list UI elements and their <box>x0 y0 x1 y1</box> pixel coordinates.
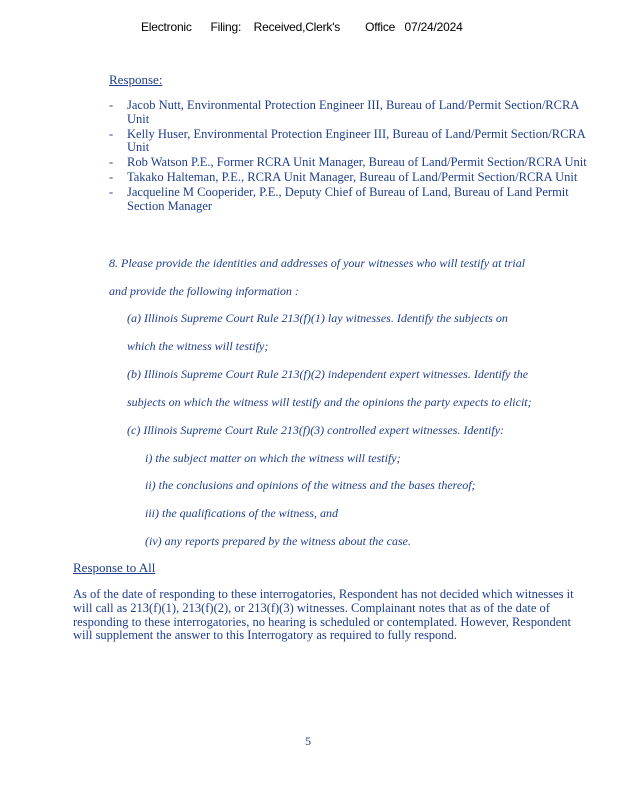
witness-text: Jacqueline M Cooperider, P.E., Deputy Chief of Bureau of Land, Bureau of Land Permit Section Manager <box>127 185 569 213</box>
interrogatory-sub-b-cont: subjects on which the witness will testify and the opinions the party expects to elicit; <box>127 395 532 409</box>
interrogatory-line: and provide the following information : <box>109 284 299 298</box>
witness-list <box>109 99 589 215</box>
witness-item <box>109 186 589 213</box>
witness-text: Jacob Nutt, Environmental Protection Engineer III, Bureau of Land/Permit Section/RCRA Unit <box>127 98 579 126</box>
interrogatory-sub-a-cont: which the witness will testify; <box>127 339 269 353</box>
response-label: Response: <box>109 72 163 87</box>
witness-text: Rob Watson P.E., Former RCRA Unit Manager, Bureau of Land/Permit Section/RCRA Unit <box>127 155 587 169</box>
list-dash: - <box>109 126 114 141</box>
list-dash: - <box>109 185 114 199</box>
filing-stamp-header: Electronic Filing: Received,Clerk's Office 07/24/2024 <box>141 20 463 34</box>
interrogatory-sub-c: (c) Illinois Supreme Court Rule 213(f)(3) controlled expert witnesses. Identify: <box>127 423 505 437</box>
interrogatory-sub-c-iii: iii) the qualifications of the witness, and <box>145 506 338 520</box>
page-number: 5 <box>305 734 311 748</box>
interrogatory-sub-b: (b) Illinois Supreme Court Rule 213(f)(2) independent expert witnesses. Identify the <box>127 367 529 381</box>
interrogatory-sub-c-iv: (iv) any reports prepared by the witness about the case. <box>145 534 411 548</box>
witness-item <box>109 128 589 155</box>
witness-item <box>109 99 589 126</box>
witness-text: Takako Halteman, P.E., RCRA Unit Manager, Bureau of Land/Permit Section/RCRA Unit <box>127 170 578 184</box>
witness-item <box>109 171 589 185</box>
list-dash: - <box>109 155 114 169</box>
interrogatory-sub-c-i: i) the subject matter on which the witness will testify; <box>145 451 401 465</box>
response-to-all-text: As of the date of responding to these interrogatories, Respondent has not decided which witnesses it will call as 213(f)(1), 213(f)(2), or 213(f)(3) witnesses. Complainant notes that as of the date of responding to these interrogatories, no hearing is scheduled or contemplated. However, Respondent will supplement the answer to this Interrogatory as required to fully respond. <box>73 587 574 643</box>
interrogatory-sub-a: (a) Illinois Supreme Court Rule 213(f)(1) lay witnesses. Identify the subjects on <box>127 311 508 325</box>
list-dash: - <box>109 98 114 112</box>
witness-item <box>109 156 589 170</box>
interrogatory-sub-c-ii: ii) the conclusions and opinions of the witness and the bases thereof; <box>145 478 476 492</box>
list-dash: - <box>109 170 114 184</box>
witness-text: Kelly Huser, Environmental Protection Engineer III, Bureau of Land/Permit Section/RCRA Unit <box>127 126 586 154</box>
response-to-all-label: Response to All <box>73 560 156 575</box>
interrogatory-line: 8. Please provide the identities and addresses of your witnesses who will testify at trial <box>109 256 526 270</box>
